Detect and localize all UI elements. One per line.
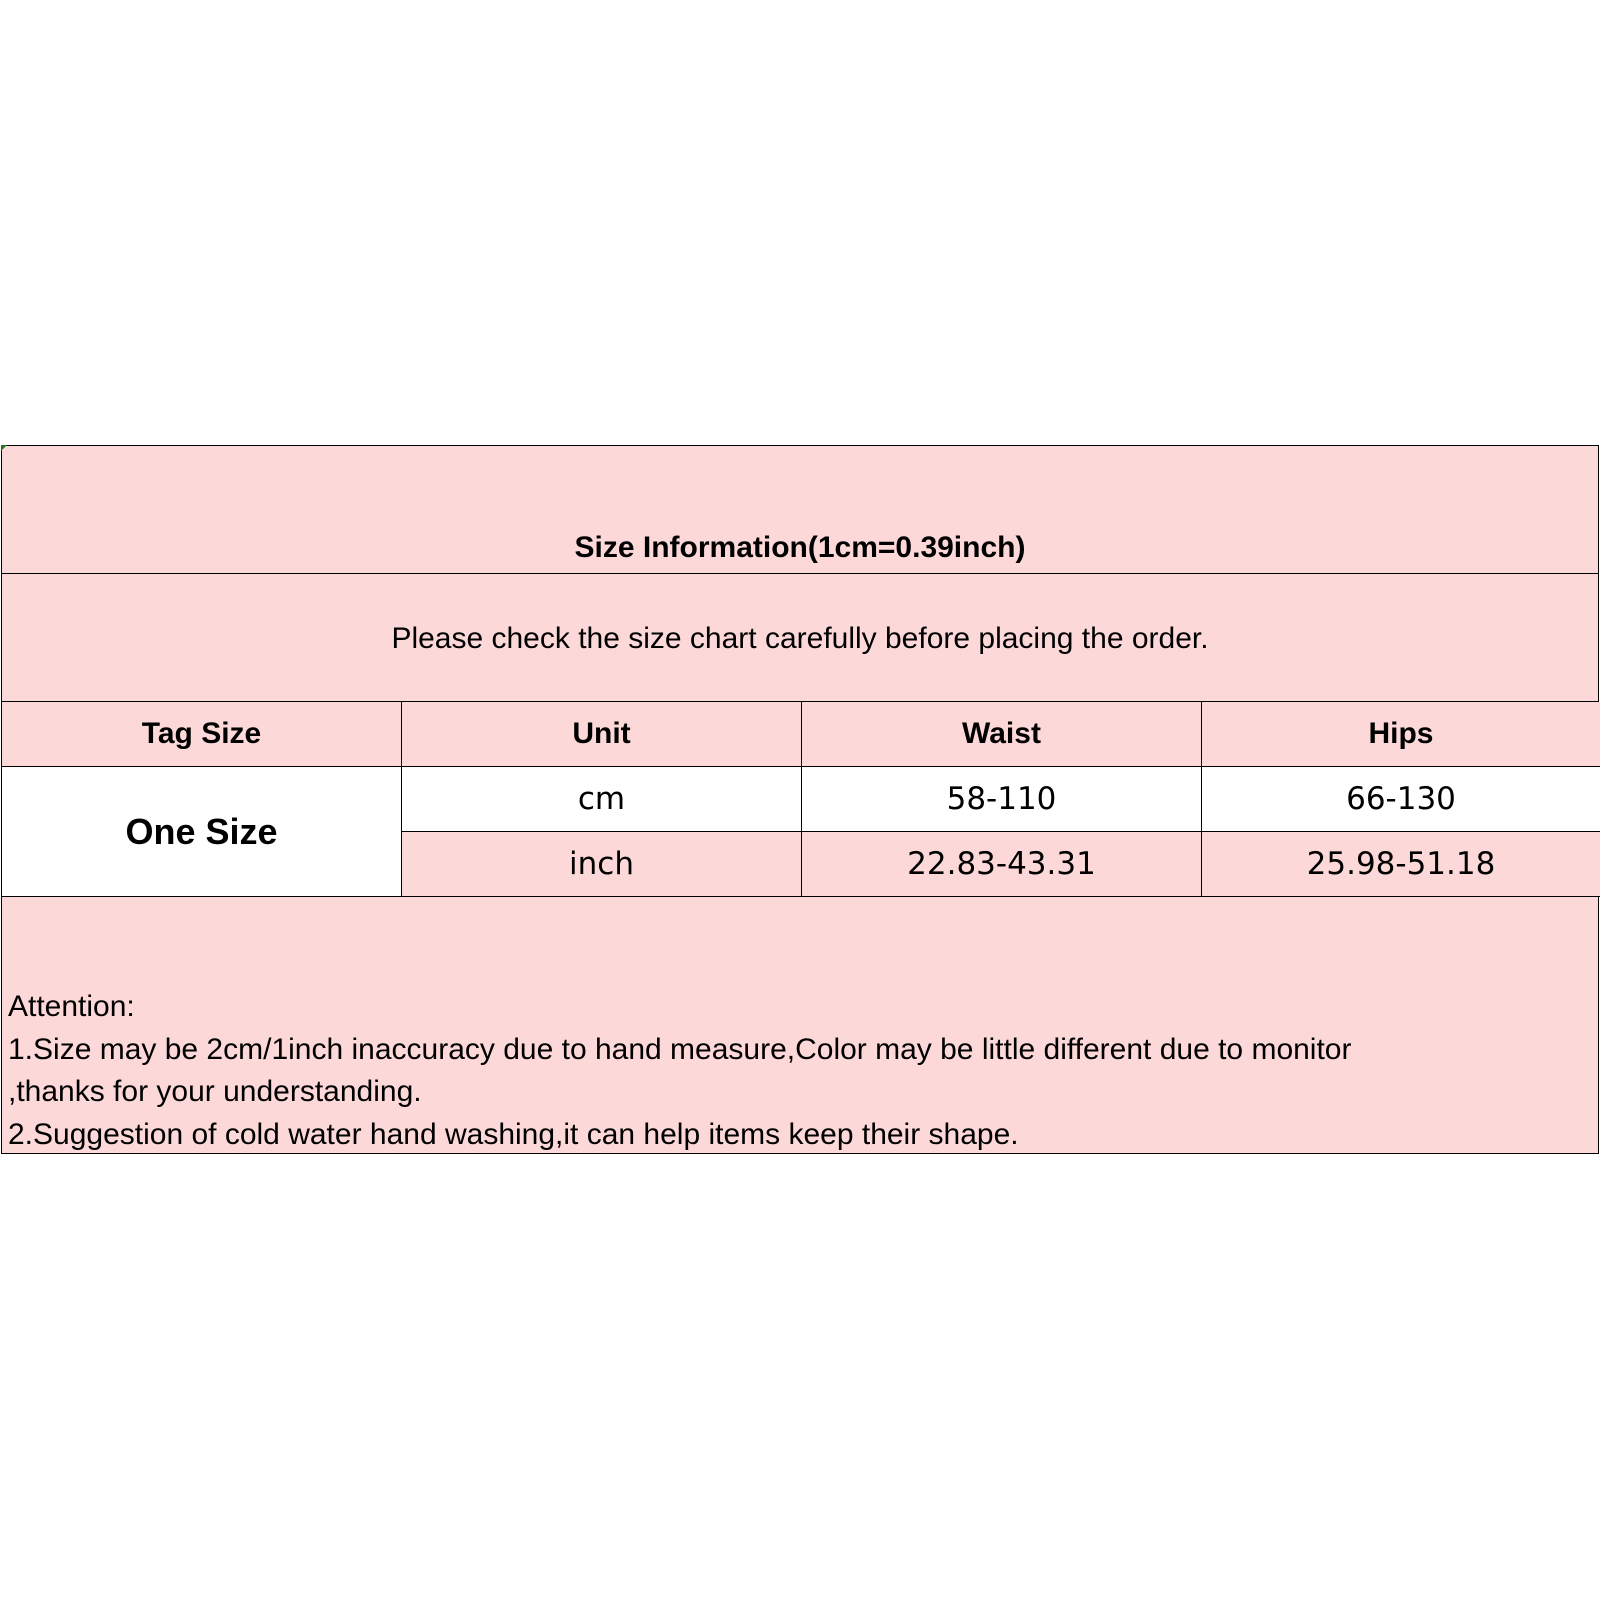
title-row <box>2 446 1598 574</box>
unit-cell-inch: inch <box>402 832 802 897</box>
size-table <box>2 702 1598 897</box>
header-unit: Unit <box>402 702 802 767</box>
waist-cell-inch: 22.83-43.31 <box>802 832 1202 897</box>
attention-notes <box>8 986 1588 1156</box>
hips-cell-inch: 25.98-51.18 <box>1202 832 1600 897</box>
attention-line: ,thanks for your understanding. <box>8 1075 422 1108</box>
waist-cell-cm: 58-110 <box>802 767 1202 832</box>
note-row <box>2 574 1598 702</box>
size-chart-title: Size Information(1cm=0.39inch) <box>574 531 1026 564</box>
header-hips: Hips <box>1202 702 1600 767</box>
header-tag-size: Tag Size <box>2 702 402 767</box>
hips-cell-cm: 66-130 <box>1202 767 1600 832</box>
unit-cell-cm: cm <box>402 767 802 832</box>
size-chart-card <box>1 445 1599 1154</box>
attention-heading: Attention: <box>8 990 135 1023</box>
header-waist: Waist <box>802 702 1202 767</box>
size-chart-note: Please check the size chart carefully before placing the order. <box>391 622 1209 655</box>
attention-line: 2.Suggestion of cold water hand washing,it can help items keep their shape. <box>8 1117 1019 1151</box>
tag-size-cell: One Size <box>2 767 402 897</box>
attention-line: 1.Size may be 2cm/1inch inaccuracy due to hand measure,Color may be little different due to monitor <box>8 1032 1352 1066</box>
